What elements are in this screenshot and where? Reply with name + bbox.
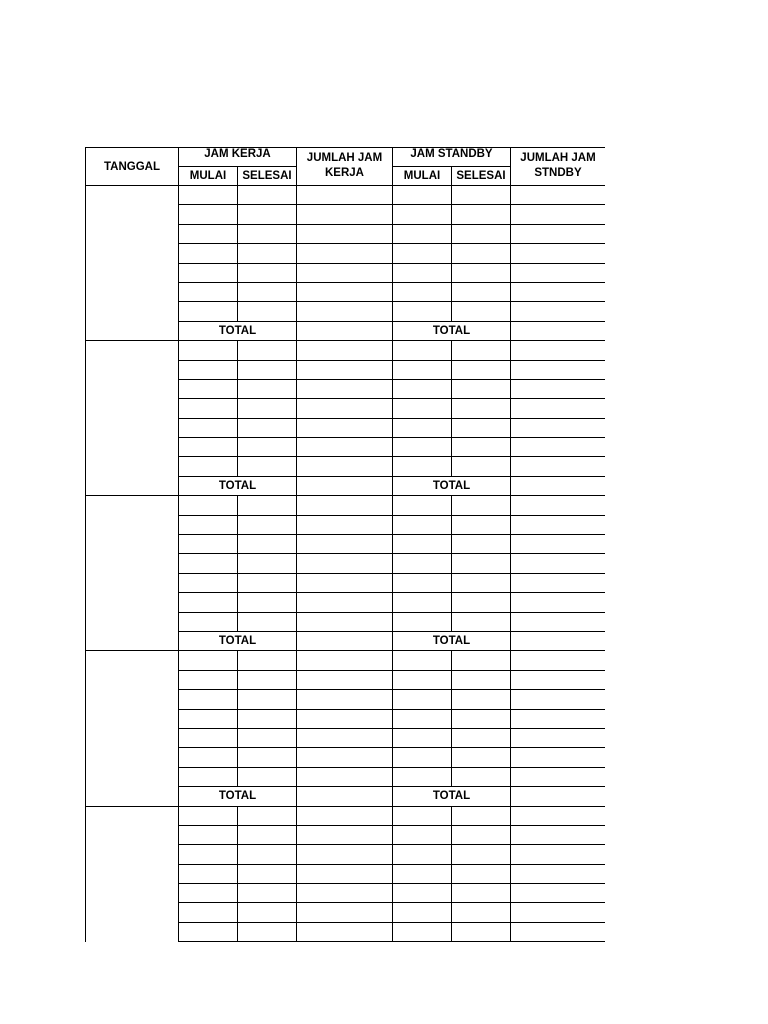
standby-mulai-cell[interactable] bbox=[393, 864, 452, 883]
jumlah-jam-kerja-cell[interactable] bbox=[297, 205, 393, 224]
jumlah-jam-stndby-cell[interactable] bbox=[511, 379, 606, 398]
jumlah-jam-kerja-cell[interactable] bbox=[297, 282, 393, 301]
kerja-selesai-cell[interactable] bbox=[238, 825, 297, 844]
standby-selesai-cell[interactable] bbox=[452, 515, 511, 534]
jumlah-jam-kerja-cell[interactable] bbox=[297, 825, 393, 844]
kerja-mulai-cell[interactable] bbox=[179, 535, 238, 554]
kerja-mulai-cell[interactable] bbox=[179, 302, 238, 321]
kerja-mulai-cell[interactable] bbox=[179, 922, 238, 941]
jumlah-jam-kerja-cell[interactable] bbox=[297, 360, 393, 379]
standby-mulai-cell[interactable] bbox=[393, 244, 452, 263]
jumlah-jam-stndby-cell[interactable] bbox=[511, 244, 606, 263]
standby-mulai-cell[interactable] bbox=[393, 186, 452, 205]
standby-mulai-cell[interactable] bbox=[393, 379, 452, 398]
tanggal-header: TANGGAL bbox=[86, 148, 179, 186]
jumlah-jam-stndby-cell[interactable] bbox=[511, 728, 606, 747]
jumlah-jam-kerja-cell[interactable] bbox=[297, 593, 393, 612]
kerja-selesai-cell[interactable] bbox=[238, 282, 297, 301]
standby-mulai-cell[interactable] bbox=[393, 825, 452, 844]
jumlah-jam-kerja-cell[interactable] bbox=[297, 845, 393, 864]
jumlah-jam-stndby-cell[interactable] bbox=[511, 573, 606, 592]
standby-mulai-cell[interactable] bbox=[393, 670, 452, 689]
kerja-mulai-cell[interactable] bbox=[179, 554, 238, 573]
standby-mulai-cell[interactable] bbox=[393, 282, 452, 301]
standby-selesai-cell[interactable] bbox=[452, 224, 511, 243]
jumlah-jam-kerja-cell[interactable] bbox=[297, 341, 393, 360]
standby-mulai-cell[interactable] bbox=[393, 302, 452, 321]
standby-selesai-cell[interactable] bbox=[452, 670, 511, 689]
standby-selesai-cell[interactable] bbox=[452, 728, 511, 747]
kerja-selesai-cell[interactable] bbox=[238, 360, 297, 379]
standby-selesai-cell[interactable] bbox=[452, 709, 511, 728]
jumlah-jam-kerja-cell[interactable] bbox=[297, 554, 393, 573]
standby-selesai-cell[interactable] bbox=[452, 282, 511, 301]
kerja-selesai-cell[interactable] bbox=[238, 690, 297, 709]
jumlah-jam-stndby-cell[interactable] bbox=[511, 224, 606, 243]
jumlah-jam-kerja-cell[interactable] bbox=[297, 884, 393, 903]
jumlah-jam-kerja-cell[interactable] bbox=[297, 748, 393, 767]
standby-mulai-cell[interactable] bbox=[393, 845, 452, 864]
standby-selesai-cell[interactable] bbox=[452, 922, 511, 941]
jumlah-jam-stndby-cell[interactable] bbox=[511, 282, 606, 301]
kerja-selesai-cell[interactable] bbox=[238, 651, 297, 670]
jam-kerja-total-label: TOTAL bbox=[179, 787, 297, 806]
jam-standby-total-label: TOTAL bbox=[393, 321, 511, 340]
kerja-selesai-cell[interactable] bbox=[238, 670, 297, 689]
kerja-mulai-cell[interactable] bbox=[179, 748, 238, 767]
kerja-selesai-cell[interactable] bbox=[238, 767, 297, 786]
tanggal-cell[interactable] bbox=[86, 341, 179, 496]
jumlah-jam-stndby-cell[interactable] bbox=[511, 903, 606, 922]
jumlah-jam-kerja-cell[interactable] bbox=[297, 651, 393, 670]
jumlah-jam-stndby-cell[interactable] bbox=[511, 515, 606, 534]
kerja-mulai-cell[interactable] bbox=[179, 825, 238, 844]
jumlah-jam-kerja-cell[interactable] bbox=[297, 302, 393, 321]
kerja-selesai-cell[interactable] bbox=[238, 845, 297, 864]
standby-selesai-cell[interactable] bbox=[452, 244, 511, 263]
jumlah-jam-kerja-cell[interactable] bbox=[297, 263, 393, 282]
jam-kerja-header: JAM KERJA bbox=[179, 148, 297, 167]
standby-selesai-cell[interactable] bbox=[452, 864, 511, 883]
jumlah-jam-stndby-cell[interactable] bbox=[511, 651, 606, 670]
jumlah-jam-stndby-cell[interactable] bbox=[511, 457, 606, 476]
standby-selesai-cell[interactable] bbox=[452, 767, 511, 786]
kerja-mulai-cell[interactable] bbox=[179, 884, 238, 903]
kerja-selesai-cell[interactable] bbox=[238, 244, 297, 263]
jumlah-jam-stndby-cell[interactable] bbox=[511, 186, 606, 205]
jam-kerja-total-value[interactable] bbox=[297, 631, 393, 650]
jumlah-jam-stndby-cell[interactable] bbox=[511, 825, 606, 844]
kerja-selesai-cell[interactable] bbox=[238, 748, 297, 767]
jumlah-jam-kerja-header: JUMLAH JAM KERJA bbox=[297, 148, 393, 186]
standby-selesai-cell[interactable] bbox=[452, 341, 511, 360]
standby-selesai-cell[interactable] bbox=[452, 806, 511, 825]
standby-mulai-cell[interactable] bbox=[393, 806, 452, 825]
jam-standby-selesai-header: SELESAI bbox=[452, 167, 511, 186]
kerja-selesai-cell[interactable] bbox=[238, 709, 297, 728]
jumlah-jam-stndby-cell[interactable] bbox=[511, 302, 606, 321]
kerja-mulai-cell[interactable] bbox=[179, 573, 238, 592]
jumlah-jam-kerja-cell[interactable] bbox=[297, 670, 393, 689]
standby-mulai-cell[interactable] bbox=[393, 884, 452, 903]
jumlah-jam-stndby-cell[interactable] bbox=[511, 864, 606, 883]
standby-selesai-cell[interactable] bbox=[452, 457, 511, 476]
jumlah-jam-kerja-cell[interactable] bbox=[297, 806, 393, 825]
jumlah-jam-kerja-cell[interactable] bbox=[297, 515, 393, 534]
jumlah-jam-stndby-cell[interactable] bbox=[511, 535, 606, 554]
kerja-mulai-cell[interactable] bbox=[179, 418, 238, 437]
jumlah-jam-stndby-cell[interactable] bbox=[511, 922, 606, 941]
kerja-selesai-cell[interactable] bbox=[238, 341, 297, 360]
entry-row bbox=[86, 806, 606, 825]
kerja-selesai-cell[interactable] bbox=[238, 593, 297, 612]
standby-mulai-cell[interactable] bbox=[393, 573, 452, 592]
jumlah-jam-stndby-cell[interactable] bbox=[511, 670, 606, 689]
jam-kerja-total-label: TOTAL bbox=[179, 631, 297, 650]
kerja-mulai-cell[interactable] bbox=[179, 612, 238, 631]
kerja-mulai-cell[interactable] bbox=[179, 670, 238, 689]
jumlah-jam-kerja-cell[interactable] bbox=[297, 767, 393, 786]
jumlah-jam-kerja-cell[interactable] bbox=[297, 535, 393, 554]
jumlah-jam-kerja-cell[interactable] bbox=[297, 728, 393, 747]
kerja-selesai-cell[interactable] bbox=[238, 864, 297, 883]
standby-mulai-cell[interactable] bbox=[393, 767, 452, 786]
jam-standby-mulai-header: MULAI bbox=[393, 167, 452, 186]
kerja-mulai-cell[interactable] bbox=[179, 593, 238, 612]
standby-selesai-cell[interactable] bbox=[452, 651, 511, 670]
jumlah-jam-stndby-header: JUMLAH JAM STNDBY bbox=[511, 148, 606, 186]
kerja-mulai-cell[interactable] bbox=[179, 690, 238, 709]
kerja-mulai-cell[interactable] bbox=[179, 360, 238, 379]
kerja-mulai-cell[interactable] bbox=[179, 728, 238, 747]
entry-row bbox=[86, 186, 606, 205]
kerja-mulai-cell[interactable] bbox=[179, 496, 238, 515]
jumlah-jam-stndby-cell[interactable] bbox=[511, 341, 606, 360]
jam-kerja-total-label: TOTAL bbox=[179, 321, 297, 340]
kerja-mulai-cell[interactable] bbox=[179, 399, 238, 418]
standby-selesai-cell[interactable] bbox=[452, 903, 511, 922]
kerja-mulai-cell[interactable] bbox=[179, 806, 238, 825]
jam-standby-total-label: TOTAL bbox=[393, 631, 511, 650]
standby-mulai-cell[interactable] bbox=[393, 535, 452, 554]
jumlah-jam-stndby-cell[interactable] bbox=[511, 438, 606, 457]
kerja-mulai-cell[interactable] bbox=[179, 341, 238, 360]
jumlah-jam-kerja-cell[interactable] bbox=[297, 496, 393, 515]
standby-selesai-cell[interactable] bbox=[452, 418, 511, 437]
kerja-selesai-cell[interactable] bbox=[238, 263, 297, 282]
kerja-selesai-cell[interactable] bbox=[238, 806, 297, 825]
kerja-selesai-cell[interactable] bbox=[238, 186, 297, 205]
kerja-selesai-cell[interactable] bbox=[238, 438, 297, 457]
jumlah-jam-stndby-cell[interactable] bbox=[511, 767, 606, 786]
standby-mulai-cell[interactable] bbox=[393, 496, 452, 515]
standby-selesai-cell[interactable] bbox=[452, 554, 511, 573]
entry-row bbox=[86, 341, 606, 360]
standby-selesai-cell[interactable] bbox=[452, 748, 511, 767]
standby-selesai-cell[interactable] bbox=[452, 399, 511, 418]
jumlah-jam-kerja-cell[interactable] bbox=[297, 186, 393, 205]
jumlah-jam-kerja-cell[interactable] bbox=[297, 379, 393, 398]
tanggal-cell[interactable] bbox=[86, 186, 179, 341]
standby-mulai-cell[interactable] bbox=[393, 263, 452, 282]
standby-selesai-cell[interactable] bbox=[452, 845, 511, 864]
kerja-mulai-cell[interactable] bbox=[179, 263, 238, 282]
jam-standby-total-label: TOTAL bbox=[393, 787, 511, 806]
jumlah-jam-stndby-cell[interactable] bbox=[511, 360, 606, 379]
kerja-mulai-cell[interactable] bbox=[179, 205, 238, 224]
jumlah-jam-kerja-cell[interactable] bbox=[297, 922, 393, 941]
jam-kerja-total-value[interactable] bbox=[297, 321, 393, 340]
standby-selesai-cell[interactable] bbox=[452, 360, 511, 379]
standby-mulai-cell[interactable] bbox=[393, 651, 452, 670]
jumlah-jam-stndby-cell[interactable] bbox=[511, 593, 606, 612]
jam-standby-total-value[interactable] bbox=[511, 787, 606, 806]
kerja-selesai-cell[interactable] bbox=[238, 457, 297, 476]
standby-selesai-cell[interactable] bbox=[452, 884, 511, 903]
jumlah-jam-stndby-cell[interactable] bbox=[511, 263, 606, 282]
kerja-mulai-cell[interactable] bbox=[179, 709, 238, 728]
standby-selesai-cell[interactable] bbox=[452, 263, 511, 282]
standby-mulai-cell[interactable] bbox=[393, 457, 452, 476]
kerja-mulai-cell[interactable] bbox=[179, 515, 238, 534]
jumlah-jam-stndby-cell[interactable] bbox=[511, 845, 606, 864]
kerja-mulai-cell[interactable] bbox=[179, 224, 238, 243]
standby-selesai-cell[interactable] bbox=[452, 302, 511, 321]
standby-selesai-cell[interactable] bbox=[452, 205, 511, 224]
jumlah-jam-kerja-cell[interactable] bbox=[297, 438, 393, 457]
jumlah-jam-kerja-cell[interactable] bbox=[297, 903, 393, 922]
jumlah-jam-stndby-cell[interactable] bbox=[511, 496, 606, 515]
timesheet-sheet bbox=[85, 147, 605, 943]
jumlah-jam-kerja-cell[interactable] bbox=[297, 418, 393, 437]
jumlah-jam-kerja-cell[interactable] bbox=[297, 224, 393, 243]
kerja-selesai-cell[interactable] bbox=[238, 728, 297, 747]
kerja-selesai-cell[interactable] bbox=[238, 379, 297, 398]
header-row-top bbox=[86, 148, 606, 167]
standby-selesai-cell[interactable] bbox=[452, 825, 511, 844]
kerja-mulai-cell[interactable] bbox=[179, 457, 238, 476]
standby-mulai-cell[interactable] bbox=[393, 593, 452, 612]
standby-selesai-cell[interactable] bbox=[452, 496, 511, 515]
standby-mulai-cell[interactable] bbox=[393, 612, 452, 631]
kerja-mulai-cell[interactable] bbox=[179, 651, 238, 670]
kerja-mulai-cell[interactable] bbox=[179, 186, 238, 205]
entry-row bbox=[86, 651, 606, 670]
standby-selesai-cell[interactable] bbox=[452, 379, 511, 398]
jumlah-jam-kerja-cell[interactable] bbox=[297, 709, 393, 728]
jumlah-jam-stndby-cell[interactable] bbox=[511, 612, 606, 631]
standby-mulai-cell[interactable] bbox=[393, 224, 452, 243]
standby-mulai-cell[interactable] bbox=[393, 515, 452, 534]
standby-mulai-cell[interactable] bbox=[393, 903, 452, 922]
entry-row bbox=[86, 496, 606, 515]
jam-kerja-total-value[interactable] bbox=[297, 787, 393, 806]
jumlah-jam-stndby-cell[interactable] bbox=[511, 709, 606, 728]
jumlah-jam-kerja-cell[interactable] bbox=[297, 244, 393, 263]
jumlah-jam-stndby-cell[interactable] bbox=[511, 806, 606, 825]
kerja-mulai-cell[interactable] bbox=[179, 282, 238, 301]
jam-kerja-mulai-header: MULAI bbox=[179, 167, 238, 186]
standby-mulai-cell[interactable] bbox=[393, 728, 452, 747]
jumlah-jam-kerja-cell[interactable] bbox=[297, 399, 393, 418]
kerja-selesai-cell[interactable] bbox=[238, 399, 297, 418]
jumlah-jam-stndby-cell[interactable] bbox=[511, 399, 606, 418]
jam-kerja-total-value[interactable] bbox=[297, 476, 393, 495]
standby-mulai-cell[interactable] bbox=[393, 690, 452, 709]
kerja-selesai-cell[interactable] bbox=[238, 573, 297, 592]
kerja-selesai-cell[interactable] bbox=[238, 922, 297, 941]
jam-standby-total-value[interactable] bbox=[511, 321, 606, 340]
standby-selesai-cell[interactable] bbox=[452, 573, 511, 592]
standby-selesai-cell[interactable] bbox=[452, 690, 511, 709]
jumlah-jam-stndby-cell[interactable] bbox=[511, 884, 606, 903]
standby-mulai-cell[interactable] bbox=[393, 922, 452, 941]
kerja-selesai-cell[interactable] bbox=[238, 418, 297, 437]
standby-mulai-cell[interactable] bbox=[393, 438, 452, 457]
kerja-selesai-cell[interactable] bbox=[238, 302, 297, 321]
tanggal-cell[interactable] bbox=[86, 651, 179, 806]
kerja-mulai-cell[interactable] bbox=[179, 864, 238, 883]
kerja-mulai-cell[interactable] bbox=[179, 244, 238, 263]
kerja-mulai-cell[interactable] bbox=[179, 767, 238, 786]
standby-selesai-cell[interactable] bbox=[452, 186, 511, 205]
jam-standby-total-value[interactable] bbox=[511, 476, 606, 495]
kerja-selesai-cell[interactable] bbox=[238, 884, 297, 903]
jumlah-jam-kerja-cell[interactable] bbox=[297, 612, 393, 631]
standby-mulai-cell[interactable] bbox=[393, 418, 452, 437]
jumlah-jam-stndby-cell[interactable] bbox=[511, 554, 606, 573]
kerja-mulai-cell[interactable] bbox=[179, 438, 238, 457]
kerja-selesai-cell[interactable] bbox=[238, 535, 297, 554]
jumlah-jam-kerja-cell[interactable] bbox=[297, 457, 393, 476]
jumlah-jam-stndby-cell[interactable] bbox=[511, 690, 606, 709]
standby-selesai-cell[interactable] bbox=[452, 612, 511, 631]
standby-mulai-cell[interactable] bbox=[393, 399, 452, 418]
tanggal-cell[interactable] bbox=[86, 496, 179, 651]
standby-mulai-cell[interactable] bbox=[393, 709, 452, 728]
standby-mulai-cell[interactable] bbox=[393, 554, 452, 573]
jumlah-jam-kerja-cell[interactable] bbox=[297, 573, 393, 592]
standby-selesai-cell[interactable] bbox=[452, 438, 511, 457]
standby-selesai-cell[interactable] bbox=[452, 535, 511, 554]
jumlah-jam-stndby-cell[interactable] bbox=[511, 418, 606, 437]
jam-standby-total-value[interactable] bbox=[511, 631, 606, 650]
kerja-mulai-cell[interactable] bbox=[179, 845, 238, 864]
jumlah-jam-kerja-cell[interactable] bbox=[297, 864, 393, 883]
standby-mulai-cell[interactable] bbox=[393, 748, 452, 767]
kerja-mulai-cell[interactable] bbox=[179, 903, 238, 922]
jumlah-jam-stndby-cell[interactable] bbox=[511, 205, 606, 224]
jam-standby-total-label: TOTAL bbox=[393, 476, 511, 495]
kerja-selesai-cell[interactable] bbox=[238, 903, 297, 922]
kerja-selesai-cell[interactable] bbox=[238, 515, 297, 534]
kerja-selesai-cell[interactable] bbox=[238, 224, 297, 243]
timesheet-table bbox=[85, 147, 605, 942]
kerja-selesai-cell[interactable] bbox=[238, 496, 297, 515]
kerja-mulai-cell[interactable] bbox=[179, 379, 238, 398]
standby-mulai-cell[interactable] bbox=[393, 341, 452, 360]
jumlah-jam-stndby-cell[interactable] bbox=[511, 748, 606, 767]
jam-kerja-selesai-header: SELESAI bbox=[238, 167, 297, 186]
jam-kerja-total-label: TOTAL bbox=[179, 476, 297, 495]
kerja-selesai-cell[interactable] bbox=[238, 205, 297, 224]
kerja-selesai-cell[interactable] bbox=[238, 612, 297, 631]
standby-mulai-cell[interactable] bbox=[393, 360, 452, 379]
jam-standby-header: JAM STANDBY bbox=[393, 148, 511, 167]
standby-mulai-cell[interactable] bbox=[393, 205, 452, 224]
standby-selesai-cell[interactable] bbox=[452, 593, 511, 612]
tanggal-cell[interactable] bbox=[86, 806, 179, 942]
jumlah-jam-kerja-cell[interactable] bbox=[297, 690, 393, 709]
kerja-selesai-cell[interactable] bbox=[238, 554, 297, 573]
